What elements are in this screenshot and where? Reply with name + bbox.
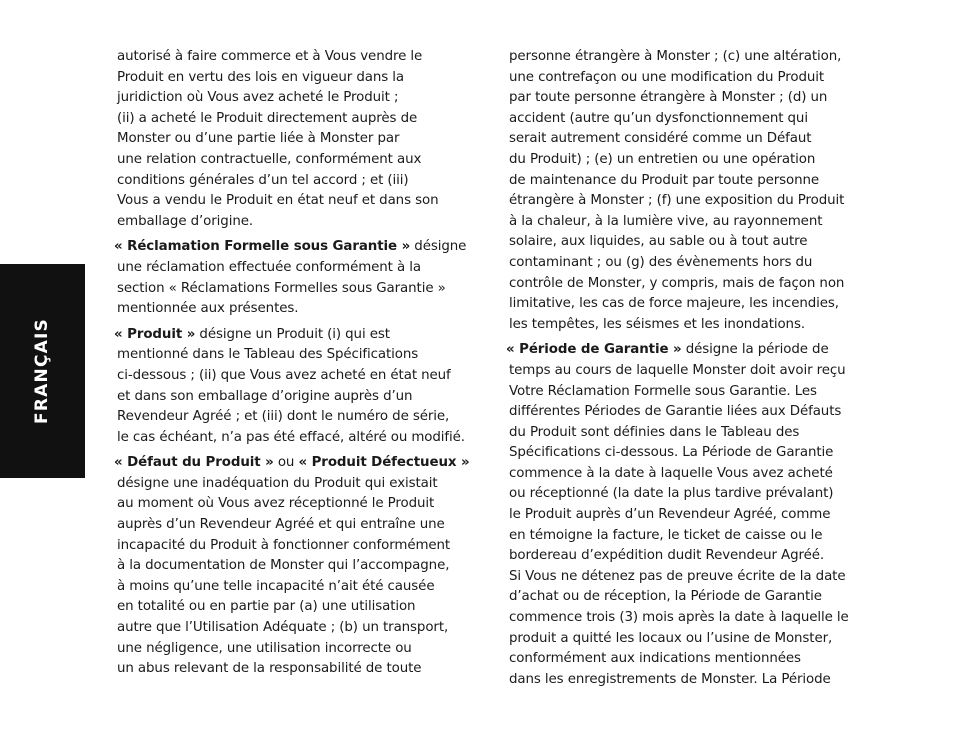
text-line: différentes Périodes de Garantie liées aux Défauts — [509, 404, 842, 420]
paragraph-product — [114, 325, 479, 449]
text-line: commence trois (3) mois après la date à laquelle le — [509, 610, 849, 626]
text-line: juridiction où Vous avez acheté le Produit ; — [117, 90, 399, 106]
text-line: de maintenance du Produit par toute personne — [509, 172, 820, 188]
text-line: et dans son emballage d’origine auprès d’un — [117, 388, 413, 404]
text-line: section « Réclamations Formelles sous Garantie » — [117, 280, 446, 296]
text-line: désigne une inadéquation du Produit qui existait — [117, 475, 438, 491]
paragraph-authorized-reseller-continued — [117, 47, 479, 232]
text-line — [506, 340, 871, 361]
text-line: autre que l’Utilisation Adéquate ; (b) un transport, — [117, 620, 449, 636]
text-line: auprès d’un Revendeur Agréé et qui entraîne une — [117, 517, 445, 533]
defined-term: « Produit » — [114, 326, 196, 342]
text-line: une réclamation effectuée conformément à la — [117, 259, 421, 275]
text-line: Produit en vertu des lois en vigueur dans la — [117, 69, 404, 85]
text-line: solaire, aux liquides, au sable ou à tout autre — [509, 234, 808, 250]
text-line: mentionnée aux présentes. — [117, 301, 299, 317]
text-line: d’achat ou de réception, la Période de Garantie — [509, 589, 822, 605]
text-line: les tempêtes, les séismes et les inondations. — [509, 316, 805, 332]
text-line: à la documentation de Monster qui l’accompagne, — [117, 558, 450, 574]
text-line — [114, 325, 479, 346]
defined-term: « Défaut du Produit » — [114, 455, 274, 471]
paragraph-formal-warranty-claim — [114, 237, 479, 319]
text-line: une négligence, une utilisation incorrecte ou — [117, 640, 412, 656]
text-line — [114, 237, 479, 258]
text-line: Spécifications ci-dessous. La Période de Garantie — [509, 445, 834, 461]
text-line — [114, 453, 479, 474]
text-line: serait autrement considéré comme un Défaut — [509, 131, 812, 147]
text-line: conditions générales d’un tel accord ; et (iii) — [117, 172, 409, 188]
text-line: en totalité ou en partie par (a) une utilisation — [117, 599, 416, 615]
text-line: Revendeur Agréé ; et (iii) dont le numéro de série, — [117, 409, 450, 425]
text-line: le cas échéant, n’a pas été effacé, altéré ou modifié. — [117, 429, 465, 445]
defined-term: « Période de Garantie » — [506, 342, 682, 358]
text-line: Vous a vendu le Produit en état neuf et dans son — [117, 193, 439, 209]
text-line: bordereau d’expédition dudit Revendeur Agréé. — [509, 548, 825, 564]
defined-term: « Réclamation Formelle sous Garantie » — [114, 239, 411, 255]
right-column — [506, 47, 871, 690]
language-tab-label: FRANÇAIS — [32, 318, 52, 424]
text-line: contrôle de Monster, y compris, mais de façon non — [509, 275, 845, 291]
text-line: personne étrangère à Monster ; (c) une altération, — [509, 49, 842, 64]
text-run: désigne — [410, 239, 467, 255]
text-line: accident (autre qu’un dysfonctionnement qui — [509, 110, 808, 126]
text-line: autorisé à faire commerce et à Vous vendre le — [117, 49, 423, 64]
text-line: Votre Réclamation Formelle sous Garantie. Les — [509, 383, 817, 399]
text-line: Monster ou d’une partie liée à Monster par — [117, 131, 400, 147]
left-column — [114, 47, 479, 680]
text-line: à la chaleur, à la lumière vive, au rayonnement — [509, 213, 823, 229]
text-line: étrangère à Monster ; (f) une exposition du Produit — [509, 193, 845, 209]
text-line: une contrefaçon ou une modification du Produit — [509, 69, 825, 85]
text-line: contaminant ; ou (g) des évènements hors du — [509, 254, 813, 270]
text-line: emballage d’origine. — [117, 213, 254, 229]
text-line: limitative, les cas de force majeure, les incendies, — [509, 296, 839, 312]
text-line: par toute personne étrangère à Monster ; (d) un — [509, 90, 828, 106]
text-line: temps au cours de laquelle Monster doit avoir reçu — [509, 362, 846, 378]
text-run: désigne un Produit (i) qui est — [195, 326, 390, 342]
text-line: une relation contractuelle, conformément aux — [117, 151, 422, 167]
text-line: dans les enregistrements de Monster. La Période — [509, 671, 831, 687]
text-line: incapacité du Produit à fonctionner conformément — [117, 537, 451, 553]
text-line: du Produit) ; (e) un entretien ou une opération — [509, 151, 816, 167]
defined-term: « Produit Défectueux » — [298, 455, 470, 471]
text-line: ou réceptionné (la date la plus tardive prévalant) — [509, 486, 834, 502]
text-line: un abus relevant de la responsabilité de toute — [117, 661, 422, 677]
text-run: ou — [273, 455, 299, 471]
text-line: ci-dessous ; (ii) que Vous avez acheté en état neuf — [117, 367, 451, 383]
paragraph-product-defect-continued — [509, 47, 871, 335]
text-line: (ii) a acheté le Produit directement auprès de — [117, 110, 418, 126]
text-line: en témoigne la facture, le ticket de caisse ou le — [509, 527, 823, 543]
text-line: commence à la date à laquelle Vous avez acheté — [509, 465, 833, 481]
text-line: du Produit sont définies dans le Tableau des — [509, 424, 800, 440]
text-line: produit a quitté les locaux ou l’usine de Monster, — [509, 630, 833, 646]
text-run: désigne la période de — [681, 342, 829, 358]
text-line: à moins qu’une telle incapacité n’ait été causée — [117, 578, 435, 594]
paragraph-warranty-period — [506, 340, 871, 690]
text-line: conformément aux indications mentionnées — [509, 651, 801, 667]
paragraph-product-defect — [114, 453, 479, 680]
text-line: mentionné dans le Tableau des Spécifications — [117, 347, 419, 363]
text-line: le Produit auprès d’un Revendeur Agréé, comme — [509, 507, 831, 523]
text-line: au moment où Vous avez réceptionné le Produit — [117, 496, 435, 512]
text-line: Si Vous ne détenez pas de preuve écrite de la date — [509, 568, 846, 584]
